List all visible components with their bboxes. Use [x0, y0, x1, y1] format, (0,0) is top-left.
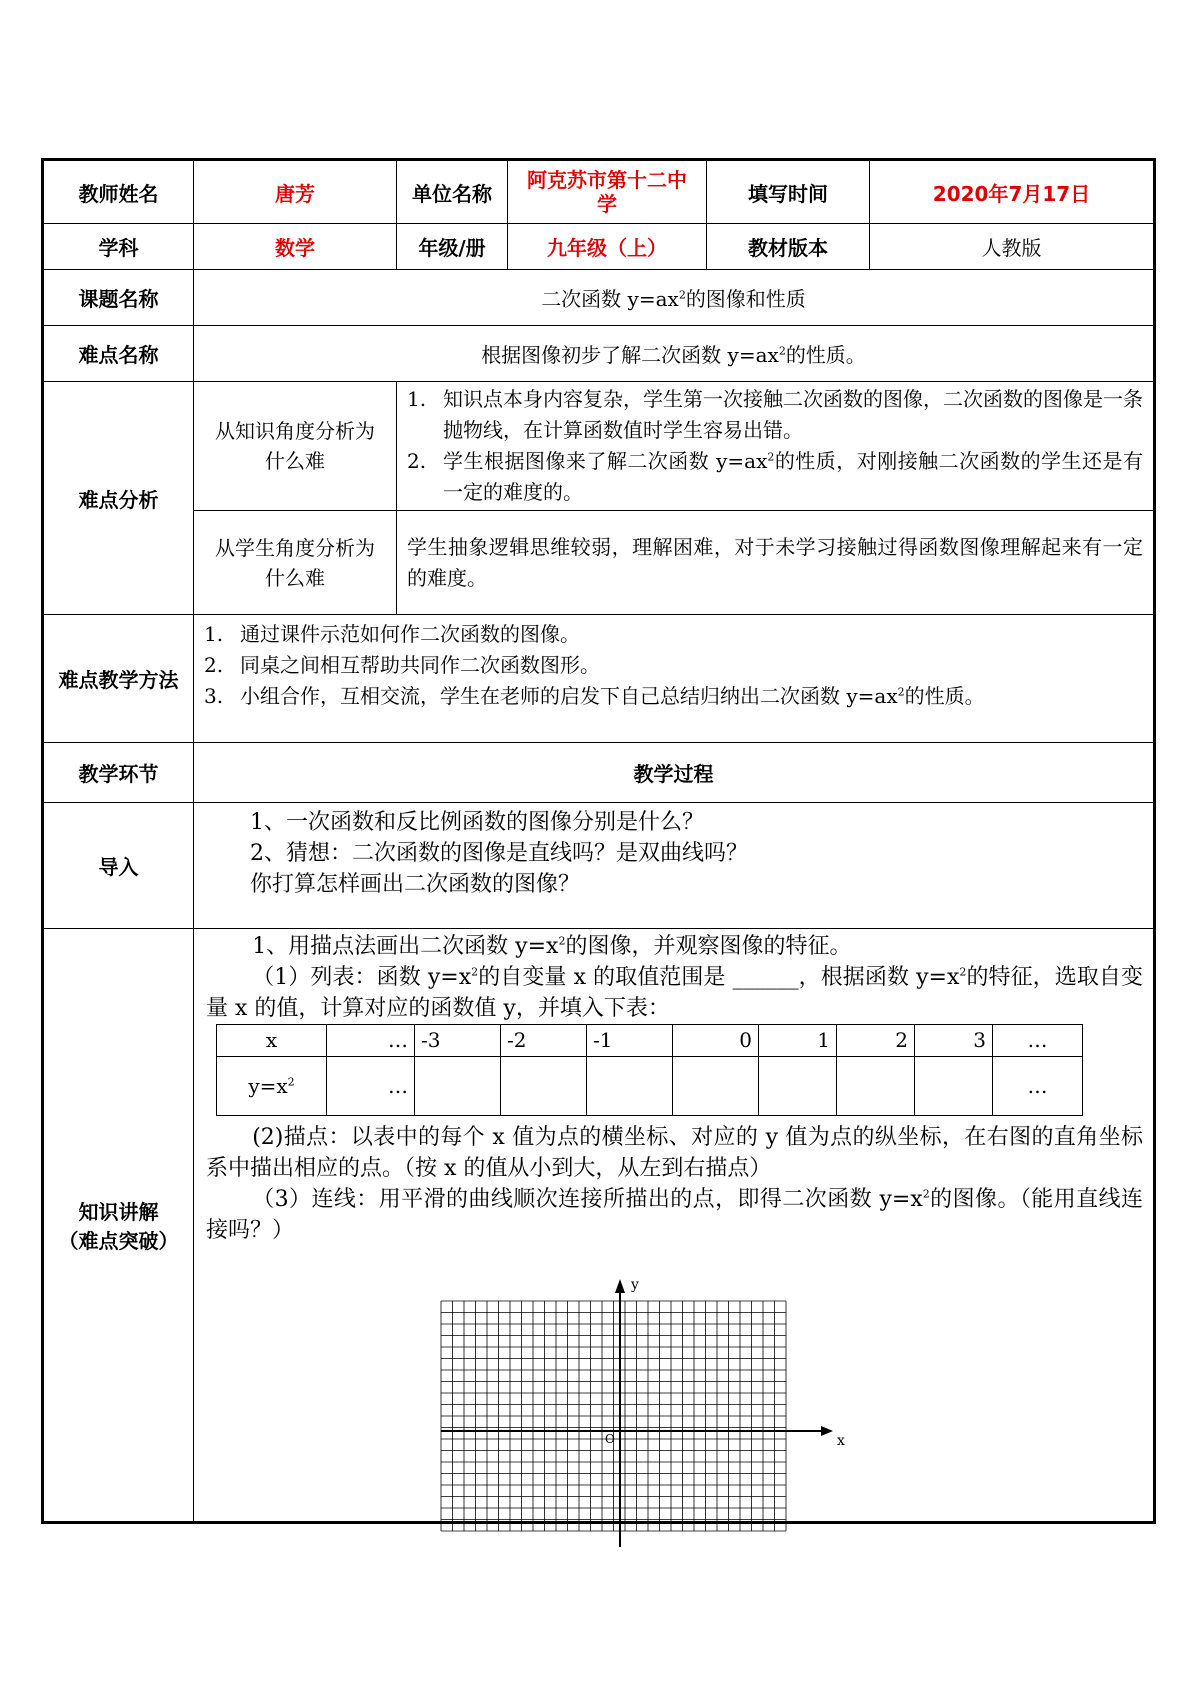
edition-label: 教材版本 [707, 224, 870, 270]
methods-content [194, 615, 1155, 743]
table-x-label: x [217, 1025, 327, 1057]
topic-label: 课题名称 [43, 270, 194, 326]
table-x-cell: -3 [415, 1025, 501, 1057]
x-axis-arrow-icon [821, 1426, 833, 1436]
teacher-value: 唐芳 [194, 160, 397, 224]
table-y-cell[interactable] [587, 1057, 673, 1116]
table-x-cell: … [327, 1025, 415, 1057]
table-x-cell: … [993, 1025, 1083, 1057]
table-x-cell: 1 [759, 1025, 837, 1057]
table-x-cell: -1 [587, 1025, 673, 1057]
table-y-cell[interactable]: … [993, 1057, 1083, 1116]
process-label: 教学过程 [194, 743, 1155, 803]
y-axis-arrow-icon [615, 1279, 625, 1293]
y-axis-label: y [631, 1279, 639, 1293]
methods-label: 难点教学方法 [43, 615, 194, 743]
intro-label: 导入 [43, 803, 194, 929]
table-y-cell[interactable] [759, 1057, 837, 1116]
teacher-label: 教师姓名 [43, 160, 194, 224]
analysis-label: 难点分析 [43, 382, 194, 615]
coordinate-grid[interactable] [431, 1279, 851, 1549]
intro-line: 你打算怎样画出二次函数的图像？ [250, 872, 581, 897]
lecture-label: 知识讲解 （难点突破） [43, 929, 194, 1523]
table-x-cell: 3 [915, 1025, 993, 1057]
knowledge-angle-content [397, 382, 1155, 511]
grade-label: 年级/册 [397, 224, 508, 270]
lesson-plan-table [41, 158, 1156, 1524]
knowledge-angle-label: 从知识角度分析为什么难 [194, 382, 397, 511]
answer-blank: ______ [732, 965, 799, 990]
intro-content [194, 803, 1155, 929]
table-x-cell: -2 [501, 1025, 587, 1057]
student-angle-content: 学生抽象逻辑思维较弱，理解困难，对于未学习接触过得函数图像理解起来有一定的难度。 [397, 511, 1155, 615]
intro-line: 2、猜想：二次函数的图像是直线吗？是双曲线吗？ [250, 841, 748, 866]
difficulty-value: 根据图像初步了解二次函数 $y=ax^2$的性质。 [194, 326, 1155, 382]
unit-value: 阿克苏市第十二中学 [508, 160, 707, 224]
table-y-cell[interactable]: … [327, 1057, 415, 1116]
date-label: 填写时间 [707, 160, 870, 224]
subject-label: 学科 [43, 224, 194, 270]
method-item: 2. 同桌之间相互帮助共同作二次函数图形。 [204, 653, 600, 677]
lecture-step-connect: （3）连线：用平滑的曲线顺次连接所描出的点，即得二次函数 $y=x^2$的图像。（能用直线连接吗？） [206, 1187, 1143, 1243]
origin-label: O [605, 1432, 615, 1446]
method-item: 3. 小组合作，互相交流，学生在老师的启发下自己总结归纳出二次函数 $y=ax^2$的性质。 [204, 684, 985, 708]
lecture-step-1: 1、用描点法画出二次函数 $y=x^2$的图像，并观察图像的特征。 [252, 934, 852, 959]
difficulty-label: 难点名称 [43, 326, 194, 382]
stage-label: 教学环节 [43, 743, 194, 803]
x-axis-label: x [837, 1433, 845, 1449]
unit-label: 单位名称 [397, 160, 508, 224]
topic-value: 二次函数 $y=ax^2$的图像和性质 [194, 270, 1155, 326]
table-y-label: $y=x^2$ [217, 1057, 327, 1116]
date-value: 2020年7月17日 [870, 160, 1155, 224]
lecture-step-plot: (2)描点：以表中的每个 x 值为点的横坐标、对应的 y 值为点的纵坐标，在右图的直角坐标系中描出相应的点。（按 x 的值从小到大，从左到右描点） [206, 1125, 1143, 1181]
table-x-cell: 0 [673, 1025, 759, 1057]
value-table [216, 1024, 1083, 1116]
table-y-cell[interactable] [673, 1057, 759, 1116]
method-item: 1. 通过课件示范如何作二次函数的图像。 [204, 622, 580, 646]
student-angle-label: 从学生角度分析为什么难 [194, 511, 397, 615]
table-y-cell[interactable] [915, 1057, 993, 1116]
lecture-content [194, 929, 1155, 1523]
knowledge-item: 2. 学生根据图像来了解二次函数 $y=ax^2$的性质，对刚接触二次函数的学生还是有一定的难度的。 [407, 449, 1143, 504]
table-y-cell[interactable] [837, 1057, 915, 1116]
knowledge-item: 1. 知识点本身内容复杂，学生第一次接触二次函数的图像，二次函数的图像是一条抛物线，在计算函数值时学生容易出错。 [407, 387, 1143, 442]
intro-line: 1、一次函数和反比例函数的图像分别是什么？ [250, 810, 704, 835]
subject-value: 数学 [194, 224, 397, 270]
lecture-step-list: （1）列表：函数 $y=x^2$的自变量 x 的取值范围是 ______，根据函数 $y=x^2$的特征，选取自变量 x 的值，计算对应的函数值 y，并填入下表： [206, 965, 1143, 1021]
edition-value: 人教版 [870, 224, 1155, 270]
table-y-cell[interactable] [501, 1057, 587, 1116]
grade-value: 九年级（上） [508, 224, 707, 270]
table-x-cell: 2 [837, 1025, 915, 1057]
table-y-cell[interactable] [415, 1057, 501, 1116]
